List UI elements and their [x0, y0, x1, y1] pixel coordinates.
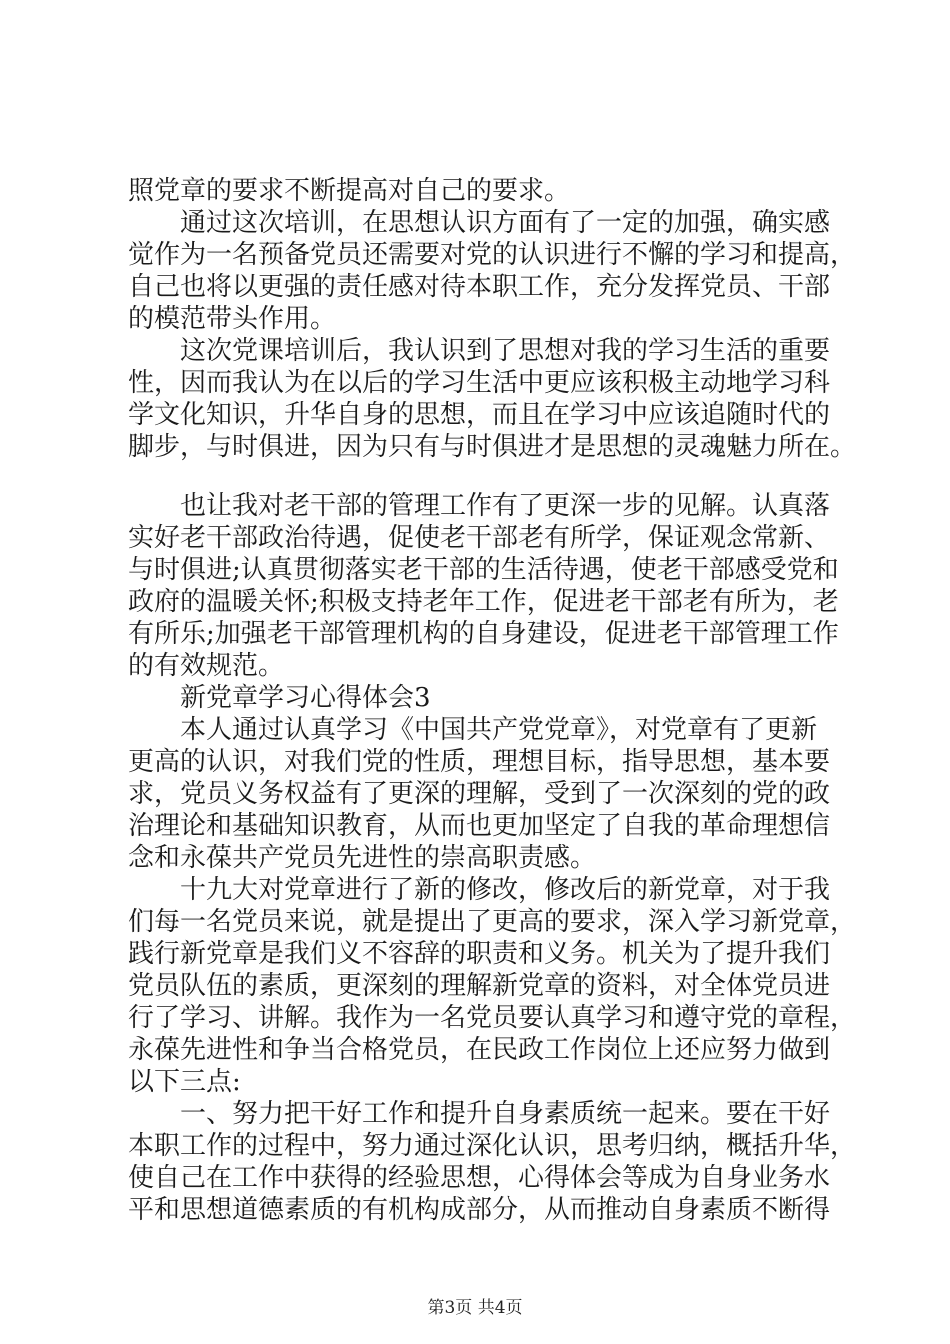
- text-line: 十九大对党章进行了新的修改，修改后的新党章，对于我: [180, 875, 831, 905]
- text-line: 脚步，与时俱进，因为只有与时俱进才是思想的灵魂魅力所在。: [128, 432, 857, 462]
- text-line: 有所乐;加强老干部管理机构的自身建设，促进老干部管理工作: [128, 619, 839, 649]
- text-line: 本人通过认真学习《中国共产党党章》，对党章有了更新: [180, 715, 818, 745]
- text-line: 性，因而我认为在以后的学习生活中更应该积极主动地学习科: [128, 368, 831, 398]
- text-line: 践行新党章是我们义不容辞的职责和义务。机关为了提升我们: [128, 939, 831, 969]
- text-line: 实好老干部政治待遇，促使老干部老有所学，保证观念常新、: [128, 523, 831, 553]
- text-line: 永葆先进性和争当合格党员，在民政工作岗位上还应努力做到: [128, 1035, 831, 1065]
- text-line: 政府的温暖关怀;积极支持老年工作，促进老干部老有所为，老: [128, 587, 839, 617]
- text-line: 自己也将以更强的责任感对待本职工作，充分发挥党员、干部: [128, 272, 831, 302]
- text-line: 觉作为一名预备党员还需要对党的认识进行不懈的学习和提高，: [128, 240, 857, 270]
- text-line: 与时俱进;认真贯彻落实老干部的生活待遇，使老干部感受党和: [128, 555, 839, 585]
- text-line: 以下三点:: [128, 1067, 241, 1097]
- text-line: 照党章的要求不断提高对自己的要求。: [128, 176, 571, 206]
- text-line: 党员队伍的素质，更深刻的理解新党章的资料，对全体党员进: [128, 971, 831, 1001]
- page-footer: 第3页 共4页: [427, 1298, 523, 1318]
- text-line: 们每一名党员来说，就是提出了更高的要求，深入学习新党章，: [128, 907, 857, 937]
- section-heading: 新党章学习心得体会3: [180, 683, 431, 713]
- text-line: 治理论和基础知识教育，从而也更加坚定了自我的革命理想信: [128, 811, 831, 841]
- text-line: 更高的认识，对我们党的性质，理想目标，指导思想，基本要: [128, 747, 831, 777]
- text-line: 通过这次培训，在思想认识方面有了一定的加强，确实感: [180, 208, 831, 238]
- text-line: 学文化知识，升华自身的思想，而且在学习中应该追随时代的: [128, 400, 831, 430]
- text-line: 的有效规范。: [128, 651, 285, 681]
- text-line: 平和思想道德素质的有机构成部分，从而推动自身素质不断得: [128, 1195, 831, 1225]
- text-line: 求，党员义务权益有了更深的理解，受到了一次深刻的党的政: [128, 779, 831, 809]
- text-line: 的模范带头作用。: [128, 304, 337, 334]
- text-line: 这次党课培训后，我认识到了思想对我的学习生活的重要: [180, 336, 831, 366]
- text-line: 行了学习、讲解。我作为一名党员要认真学习和遵守党的章程，: [128, 1003, 857, 1033]
- text-line: 也让我对老干部的管理工作有了更深一步的见解。认真落: [180, 491, 831, 521]
- text-line: 念和永葆共产党员先进性的崇高职责感。: [128, 843, 597, 873]
- text-line: 一、努力把干好工作和提升自身素质统一起来。要在干好: [180, 1099, 831, 1129]
- text-line: 本职工作的过程中，努力通过深化认识，思考归纳，概括升华，: [128, 1131, 857, 1161]
- text-line: 使自己在工作中获得的经验思想，心得体会等成为自身业务水: [128, 1163, 831, 1193]
